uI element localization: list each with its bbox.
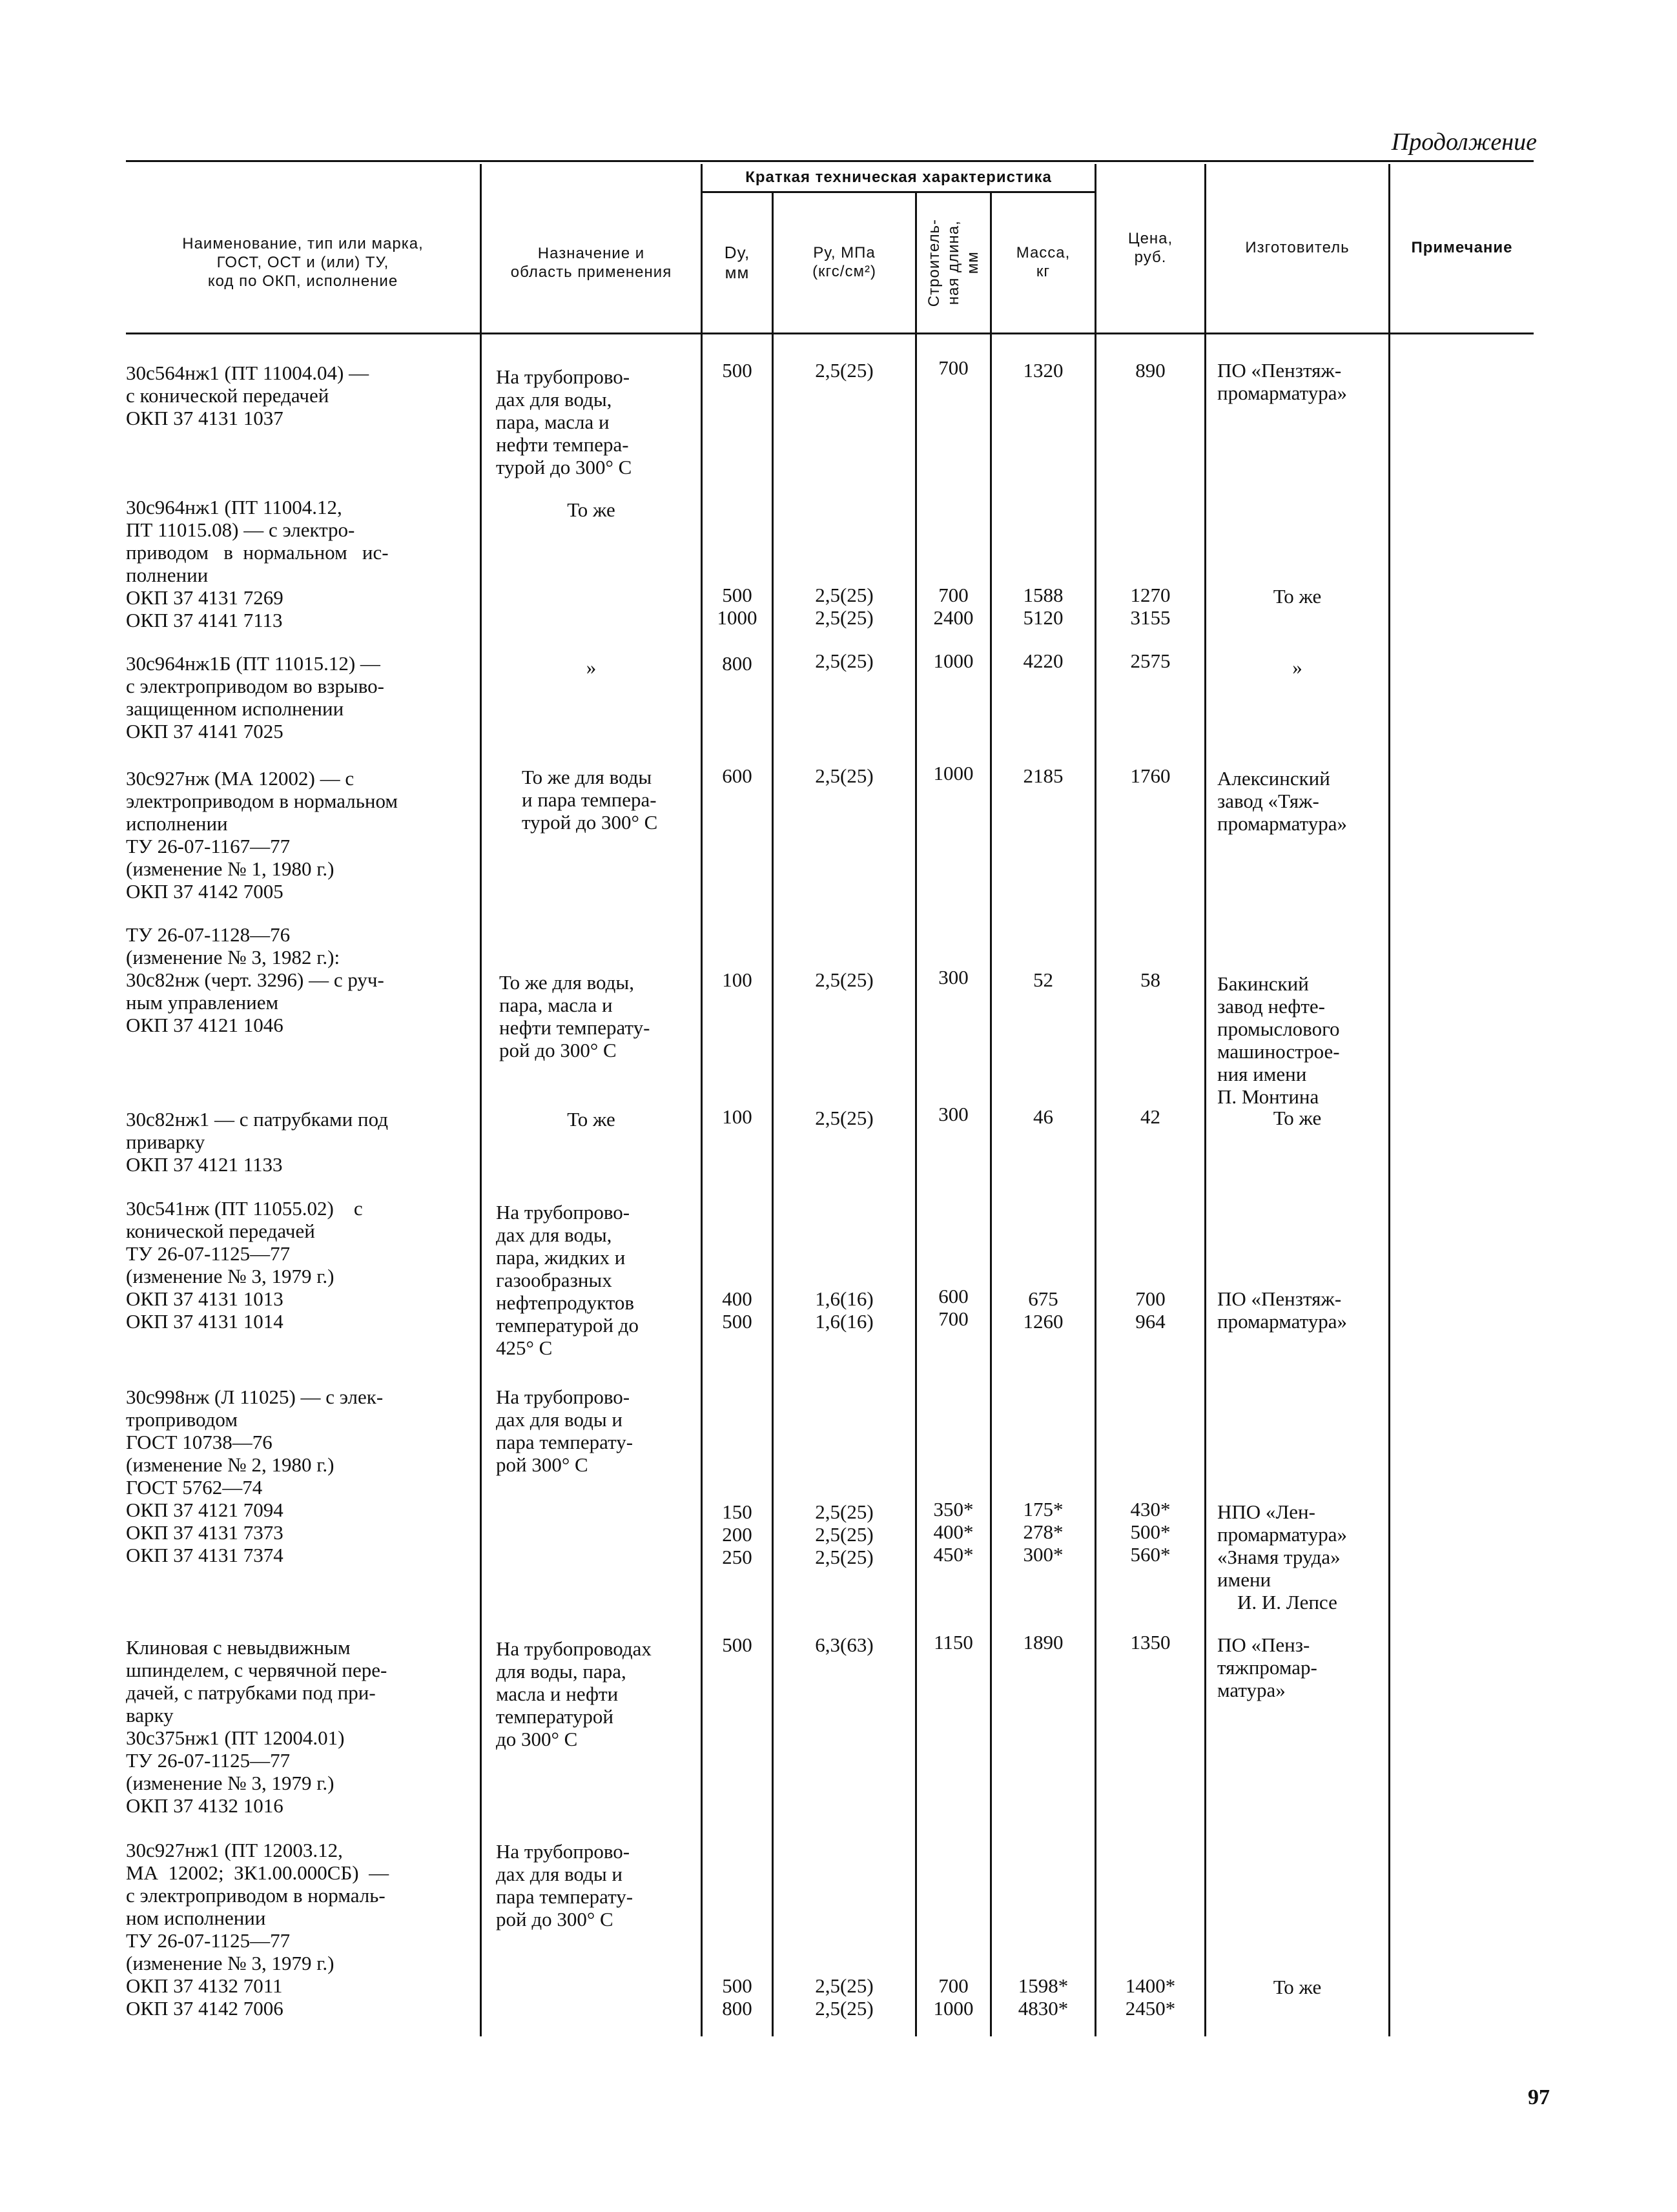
cell-mass: 175* 278* 300* <box>1023 1498 1064 1566</box>
cell-maker: Алексинский завод «Тяж- промарматура» <box>1217 767 1347 835</box>
cell-purpose: На трубопроводах для воды, пара, масла и нефти температурой до 300° С <box>496 1637 652 1750</box>
cell-purpose: То же <box>567 1108 615 1131</box>
cell-price: 890 <box>1135 359 1166 382</box>
header-bottom-rule <box>126 333 1534 334</box>
header-brief-spec: Краткая техническая характеристика <box>745 168 1052 186</box>
cell-purpose: На трубопрово- дах для воды, пара, жидких и газообразных нефтепродуктов температурой до 425° С <box>496 1201 639 1359</box>
cell-purpose: На трубопрово- дах для воды и пара температу- рой 300° С <box>496 1386 633 1476</box>
cell-name: 30с964нж1 (ПТ 11004.12, ПТ 11015.08) — с электро- приводом в нормальном ис- полнении ОКП 37 4131 7269 ОКП 37 4141 7113 <box>126 496 389 631</box>
cell-price: 2575 <box>1130 650 1171 672</box>
cell-price: 700 964 <box>1135 1287 1166 1333</box>
col-divider-6 <box>1095 164 1096 2036</box>
cell-py: 2,5(25) <box>815 359 874 382</box>
cell-mass: 4220 <box>1023 650 1064 672</box>
cell-py: 6,3(63) <box>815 1633 874 1656</box>
cell-mass: 52 <box>1033 968 1053 991</box>
cell-dy: 100 <box>722 968 752 991</box>
cell-maker: ПО «Пенз- тяжпромар- матура» <box>1217 1633 1317 1701</box>
cell-length: 350* 400* 450* <box>933 1498 974 1566</box>
cell-maker: То же <box>1273 1976 1322 1998</box>
cell-dy: 400 500 <box>722 1287 752 1333</box>
continuation-label: Продолжение <box>1391 128 1537 156</box>
cell-length: 1000 <box>933 650 974 672</box>
cell-length: 1000 <box>933 762 974 784</box>
cell-name: 30с564нж1 (ПТ 11004.04) — с конической передачей ОКП 37 4131 1037 <box>126 362 369 429</box>
cell-length: 300 <box>938 1103 969 1125</box>
cell-purpose: На трубопрово- дах для воды и пара температу- рой до 300° С <box>496 1840 633 1930</box>
col-divider-1 <box>480 164 482 2036</box>
cell-dy: 100 <box>722 1105 752 1128</box>
header-purpose: Назначение и область применения <box>510 244 672 281</box>
cell-purpose: То же для воды, пара, масла и нефти температу- рой до 300° С <box>499 971 650 1061</box>
cell-dy: 800 <box>722 652 752 675</box>
cell-name: ТУ 26-07-1128—76 (изменение № 3, 1982 г.): 30с82нж (черт. 3296) — с руч- ным управлением ОКП 37 4121 1046 <box>126 923 384 1036</box>
cell-py: 2,5(25) <box>815 764 874 787</box>
cell-mass: 2185 <box>1023 764 1064 787</box>
cell-py: 2,5(25) 2,5(25) 2,5(25) <box>815 1500 874 1568</box>
cell-name: 30с927нж1 (ПТ 12003.12, МА 12002; ЗК1.00.000СБ) — с электроприводом в нормаль- ном исполнении ТУ 26-07-1125—77 (изменение № 3, 1979 г.) ОКП 37 4132 7011 ОКП 37 4142 7006 <box>126 1839 389 2020</box>
header-note: Примечание <box>1411 239 1513 257</box>
cell-name: 30с998нж (Л 11025) — с элек- троприводом ГОСТ 10738—76 (изменение № 2, 1980 г.) ГОСТ 5762—74 ОКП 37 4121 7094 ОКП 37 4131 7373 ОКП 37 4131 7374 <box>126 1386 384 1566</box>
cell-length: 600 700 <box>938 1285 969 1330</box>
cell-mass: 1320 <box>1023 359 1064 382</box>
col-divider-2 <box>701 164 703 2036</box>
cell-maker: НПО «Лен- промарматура» «Знамя труда» имени И. И. Лепсе <box>1217 1500 1347 1613</box>
cell-dy: 500 <box>722 359 752 382</box>
cell-mass: 1588 5120 <box>1023 584 1064 629</box>
cell-py: 2,5(25) <box>815 650 874 672</box>
header-maker: Изготовитель <box>1245 239 1350 257</box>
cell-maker: То же <box>1273 1107 1322 1129</box>
col-divider-7 <box>1204 164 1206 2036</box>
cell-length: 700 2400 <box>933 584 974 629</box>
cell-maker: То же <box>1273 585 1322 608</box>
header-py: Pу, МПа (кгс/см²) <box>812 244 876 280</box>
cell-dy: 600 <box>722 764 752 787</box>
cell-price: 42 <box>1140 1105 1160 1128</box>
cell-purpose: » <box>586 656 597 679</box>
cell-dy: 150 200 250 <box>722 1500 752 1568</box>
cell-dy: 500 1000 <box>717 584 757 629</box>
cell-mass: 675 1260 <box>1023 1287 1064 1333</box>
cell-py: 2,5(25) 2,5(25) <box>815 584 874 629</box>
cell-py: 2,5(25) 2,5(25) <box>815 1974 874 2020</box>
cell-name: Клиновая с невыдвижным шпинделем, с червячной пере- дачей, с патрубками под при- варку 30с375нж1 (ПТ 12004.01) ТУ 26-07-1125—77 (изменение № 3, 1979 г.) ОКП 37 4132 1016 <box>126 1636 387 1817</box>
cell-py: 1,6(16) 1,6(16) <box>815 1287 874 1333</box>
cell-name: 30с964нж1Б (ПТ 11015.12) — с электроприводом во взрыво- защищенном исполнении ОКП 37 4141 7025 <box>126 652 384 742</box>
cell-length: 300 <box>938 966 969 988</box>
cell-mass: 46 <box>1033 1105 1053 1128</box>
cell-maker: Бакинский завод нефте- промыслового машинострое- ния имени П. Монтина <box>1217 972 1340 1108</box>
cell-py: 2,5(25) <box>815 1107 874 1129</box>
cell-purpose: На трубопрово- дах для воды, пара, масла и нефти темпера- турой до 300° С <box>496 365 632 478</box>
cell-length: 700 <box>938 356 969 379</box>
page-number: 97 <box>1528 2085 1550 2109</box>
cell-name: 30с927нж (МА 12002) — с электроприводом в нормальном исполнении ТУ 26-07-1167—77 (изменение № 1, 1980 г.) ОКП 37 4142 7005 <box>126 767 398 903</box>
cell-price: 1350 <box>1130 1631 1171 1654</box>
cell-length: 1150 <box>934 1631 973 1654</box>
cell-length: 700 1000 <box>933 1974 974 2020</box>
cell-maker: ПО «Пензтяж- промарматура» <box>1217 1287 1347 1333</box>
header-dy: Dу, мм <box>724 242 750 282</box>
cell-py: 2,5(25) <box>815 968 874 991</box>
cell-price: 58 <box>1140 968 1160 991</box>
cell-price: 1760 <box>1130 764 1171 787</box>
header-mass: Масса, кг <box>1016 244 1071 280</box>
cell-dy: 500 <box>722 1633 752 1656</box>
cell-mass: 1598* 4830* <box>1018 1974 1069 2020</box>
cell-maker: ПО «Пензтяж- промарматура» <box>1217 359 1347 404</box>
cell-purpose: То же <box>567 498 615 521</box>
header-length: Строитель- ная длина, мм <box>925 218 982 307</box>
cell-mass: 1890 <box>1023 1631 1064 1654</box>
header-name: Наименование, тип или марка, ГОСТ, ОСТ и (или) ТУ, код по ОКП, исполнение <box>182 235 424 290</box>
cell-name: 30с541нж (ПТ 11055.02) с конической передачей ТУ 26-07-1125—77 (изменение № 3, 1979 г.) ОКП 37 4131 1013 ОКП 37 4131 1014 <box>126 1197 363 1333</box>
cell-name: 30с82нж1 — с патрубками под приварку ОКП 37 4121 1133 <box>126 1108 388 1176</box>
header-price: Цена, руб. <box>1127 229 1173 266</box>
cell-price: 1400* 2450* <box>1125 1974 1176 2020</box>
col-divider-8 <box>1388 164 1390 2036</box>
cell-dy: 500 800 <box>722 1974 752 2020</box>
cell-purpose: То же для воды и пара темпера- турой до 300° С <box>522 766 658 834</box>
cell-maker: » <box>1292 656 1302 679</box>
cell-price: 430* 500* 560* <box>1130 1498 1171 1566</box>
table-top-rule <box>126 160 1534 162</box>
cell-price: 1270 3155 <box>1130 584 1171 629</box>
